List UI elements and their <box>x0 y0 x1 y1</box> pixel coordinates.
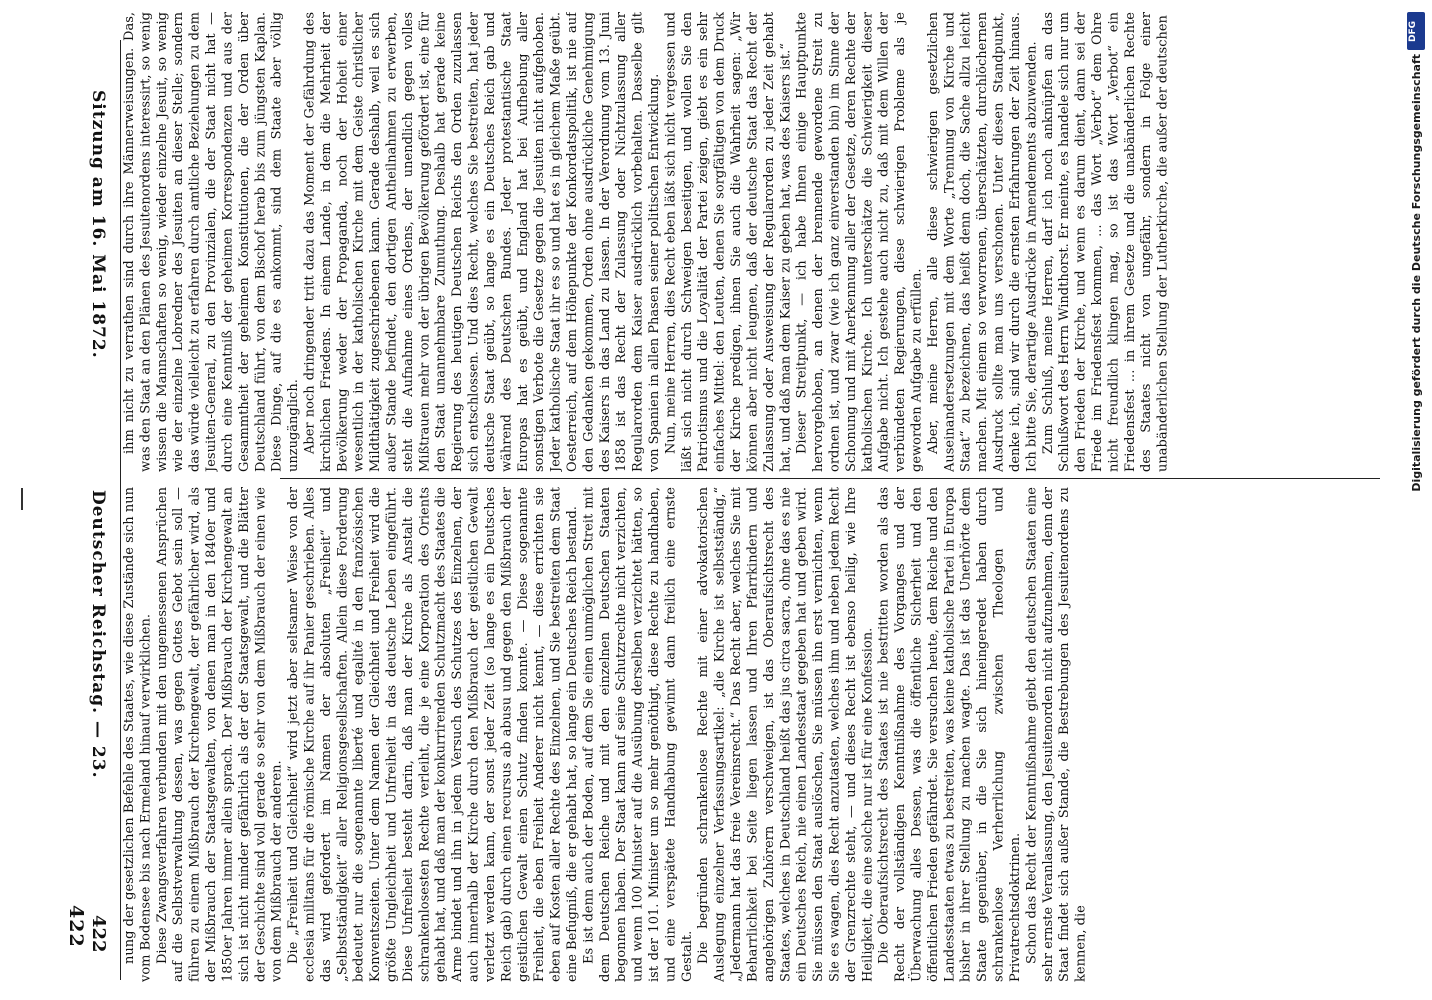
column-1-paragraph: Die „Freiheit und Gleichheit“ wird jetzt aber seltsamer Weise von der ecclesia militans für die römische Kirche auf ihr Panier geschrieben. Alles das wird gefordert im Namen der absoluten „Freiheit“ und „Selbstständigkeit“ aller Religionsgesellschaften. Allein diese Forderung bedeutet nur die sogenannte liberté und egalité in den französischen Konventszeiten. Unter dem Namen der Gleichheit und Freiheit wird die größte Ungleichheit und Unfreiheit in das deutsche Leben eingeführt. Diese Unfreiheit besteht darin, daß man der Kirche als Anstalt die schrankenlosesten Rechte verleiht, die je eine Korporation des Orients gehabt hat, und daß man der konkurrirenden Schutzmacht des Staates die Arme bindet und ihn in jedem Versuch des Schutzes des Einzelnen, der auch innerhalb der Kirche durch den Mißbrauch der geistlichen Gewalt verletzt werden kann, der sonst jeder Zeit (so lange es ein Deutsches Reich gab) durch einen recursus ab abusu und gegen den Mißbrauch der geistlichen Gewalt einen Schutz finden konnte. — Diese sogenannte Freiheit, die eben Freiheit Anderer nicht kennt, — diese errichten sie eben auf Kosten aller Rechte des Einzelnen, und Sie bestreiten dem Staat eine Befugniß, die er gehabt hat, so lange ein Deutsches Reich bestand. <box>286 487 580 982</box>
running-header <box>86 10 114 990</box>
dfg-logo-badge <box>1407 12 1425 50</box>
column-2-paragraph: Zum Schluß, meine Herren, darf ich noch anknüpfen an das Schlußwort des Herrn Windthorst. Er meinte, es handele sich nur um den Frieden der Kirche, und wenn es darum dient, dann sei der Friede im Friedensfest kommen, ... das Wort „Verbot“ dem Ohre nicht freundlich klingen mag, so ist das Wort „Verbot“ ein Friedensfest ... in ihrem Gesetze und die unabänderlichen Rechte des Staates nicht von ungefähr, sondern in Folge einer unabänderlichen Stellung der Lutherkirche, die außer der deutschen <box>1040 12 1171 472</box>
dfg-credit-strip <box>1406 6 1428 996</box>
column-2-paragraph: Nun, meine Herren, dies Recht eben läßt sich nicht vergessen und läßt sich nicht durch Schweigen beseitigen, und wollen Sie den Patriotismus und die Loyalität der Partei zeigen, giebt es ein sehr einfaches Mittel: den Leuten, denen Sie sorgfältigen von dem Druck der Kirche predigen, ihnen Sie auch die Wahrheit sagen: „Wir können aber nicht leugnen, daß der deutsche Staat das Recht der Zulassung oder Ausweisung der Regularorden zu jeder Zeit gehabt hat, und daß man dem Kaiser zu geben hat, was des Kaisers ist.“ <box>663 12 794 472</box>
column-2-paragraph: Dieser Streitpunkt, — ich habe Ihnen einige Hauptpunkte hervorgehoben, an denen der brennende gewordene Streit zu ordnen ist, und zwar (wie ich ganz einverstanden bin) im Sinne der Schonung und mit Anerkennung aller der Gesetze, deren Rechte der katholischen Kirche. Ich unterschätze die Schwierigkeit dieser Aufgabe nicht. Ich gestehe auch nicht zu, daß mit dem Willen der verbündeten Regierungen, diese schwierigen Probleme als je geworden Aufgabe zu erfüllen. <box>794 12 925 472</box>
column-1-paragraph: Die begründen schrankenlose Rechte mit einer advokatorischen Auslegung einzelner Verfassungsartikel: „die Kirche ist selbstständig,“ „Jedermann hat das freie Vereinsrecht.“ Das Recht aber, welches Sie mit Beharrlichkeit bei Seite liegen lassen und Ihren Pfarrkindern und angehörigen Zuhörern verschweigen, ist das Oberaufsichtsrecht des Staates, welches in Deutschland heißt das jus circa sacra, ohne das es nie ein Deutsches Reich, nie einen Landesstaat gegeben hat und geben wird. Sie müssen den Staat auslöschen, Sie müssen ihn erst vernichten, wenn Sie es wagen, dies Recht anzutasten, welches ihm und neben jedem Recht der Grenzrechte steht, — und dieses Recht ist ebenso heilig, wie Ihre Heiligkeit, die eine solche nur ist für eine Konfession. <box>696 487 876 982</box>
column-1-body <box>122 487 1372 982</box>
running-title-left: Deutscher Reichstag. — 23. <box>88 490 108 779</box>
running-title-right: Sitzung am 16. Mai 1872. <box>88 90 108 359</box>
column-1-paragraph: Es ist denn auch der Boden, auf dem Sie einen unmöglichen Streit mit dem Deutschen Reiche und mit den einzelnen Deutschen Staaten begonnen haben. Der Staat kann auf seine Schutzrechte nicht verzichten, und wenn 100 Minister auf die Ausübung derselben verzichtet hätten, so ist der 101. Minister um so mehr genöthigt, diese Rechte zu handhaben, und eine verspätete Handhabung gewinnt dann freilich eine ernste Gestalt. <box>581 487 695 982</box>
column-2-body <box>122 12 1372 472</box>
header-rule <box>120 40 121 980</box>
text-column-1 <box>122 487 1372 982</box>
dfg-credit-text: Digitalisierung gefördert durch die Deutsche Forschungsgemeinschaft <box>1410 54 1423 492</box>
column-1-paragraph: Die Oberaufsichtsrecht des Staates ist nie bestritten worden als das Recht der vollständigen Kenntnißnahme des Vorganges und der Überwachung alles Dessen, was die öffentliche Sicherheit und den öffentlichen Frieden gefährdet. Sie versuchen heute, dem Reiche und den Landesstaaten etwas zu bestreiten, was keine katholische Partei in Europa bisher in ihrer Stellung zu machen wagte. Das ist das Unerhörte dem Staate gegenüber, in die Sie sich hineingeredet haben durch schrankenlose Verherrlichung zwischen Theologen und Privatrechtsdoktrinen. <box>876 487 1023 982</box>
dfg-logo-text: DFG <box>1408 20 1418 42</box>
column-2-paragraph: Aber, meine Herren, alle diese schwierigen gesetzlichen Auseinandersetzungen mit dem Worte „Trennung von Kirche und Staat“ zu bezeichnen, das heißt denn doch, die Sache allzu leicht machen. Mit einem so verworrenen, überschätzten, durchlöchernen Ausdruck sollte man uns verschonen. Unter diesen Standpunkt, denke ich, sind wir durch die ernsten Erfahrungen der Zeit hinaus. Ich bitte Sie, derartige Ausdrücke in Amendements abzuwenden. <box>925 12 1040 472</box>
column-2-paragraph: Aber noch dringender tritt dazu das Moment der Gefährdung des kirchlichen Friedens. In einem Lande, in dem die Mehrheit der Bevölkerung weder der Propaganda, noch der Hoheit einer wesentlich in der katholischen Kirche mit dem Geiste christlicher Mildthätigkeit zugeschriebenen kann. Gerade deshalb, weil es sich außer Stande befindet, den dortigen Antheilnahmen zu erwerben, steht die Aufnahme eines Ordens, der unendlich gegen volles Mißtrauen mehr von der übrigen Bevölkerung gefördert ist, eine für den Staat unannehmbare Zumuthung. Deshalb hat gerade keine Regierung des heutigen Deutschen Reichs den Orden zuzulassen sich entschlossen. Und dies Recht, welches Sie bestreiten, hat jeder deutsche Staat geübt, so lange es ein Deutsches Reich gab und während des Deutschen Bundes. Jeder protestantische Staat Europas hat es geübt, und England hat bei Aufhebung aller sonstigen Verbote die Gesetze gegen die Jesuiten nicht aufgehoben. Jeder katholische Staat ihr es so und hat es in gleichem Maße geübt. Oesterreich, auf dem Höhepunkte der Konkordatspolitik, ist nie auf den Gedanken gekommen, Orden ohne ausdrückliche Genehmigung des Kaisers in das Land zu lassen. In der Verordnung vom 13. Juni 1858 ist das Recht der Zulassung oder Nichtzulassung aller Regularorden dem Kaiser ausdrücklich vorbehalten. Dasselbe gilt von Spanien in allen Phasen seiner politischen Entwicklung. <box>302 12 662 472</box>
column-2-paragraph: ihm nicht zu verrathen sind durch ihre Männerweisungen. Das, was den Staat an den Plänen des Jesuitenordens interessirt, so wenig wissen die Mannschaften so wenig, wieder einzelne Jesuit, so wenig wie der einzelne Lobredner des Jesuiten an dieser Stelle; sondern das würde vielleicht zu erfahren durch amtliche Beziehungen zu dem Jesuiten-General, zu den Provinzialen, die der Staat nicht hat — durch eine Kenntniß der geheimen Korrespondenzen und aus der Gesammtheit der geheimen Konstitutionen, die der Orden über Deutschland führt, von dem Bischof herab bis zum jüngsten Kaplan. Diese Dinge, auf die es ankommt, sind dem Staate aber völlig unzugänglich. <box>122 12 302 472</box>
text-column-2 <box>122 12 1372 472</box>
column-1-paragraph: nung der gesetzlichen Befehle des Staates, wie diese Zustände sich nun vom Bodensee bis nach Ermeland hinauf verwirklichen. <box>122 487 154 982</box>
column-divider <box>280 478 1380 479</box>
page-number-label: 422 <box>88 915 109 953</box>
page-edge-mark <box>19 0 23 1000</box>
column-1-paragraph: Schon das Recht der Kenntnißnahme giebt den deutschen Staaten eine sehr ernste Veranlassung, den Jesuitenorden nicht aufzunehmen, denn der Staat findet sich außer Stande, die Bestrebungen des Jesuitenordens zu kennen, die <box>1024 487 1089 982</box>
column-1-paragraph: Diese Zwangsverfahren verbunden mit den ungemessenen Ansprüchen auf die Selbstverwaltung dessen, was gegen Gottes Gebot sein soll — führen zu einem Mißbrauch der Kirchengewalt, der gefährlicher wird, als der Mißbrauch der Staatsgewalten, von denen man in den 1840er und 1850er Jahren immer allein sprach. Der Mißbrauch der Kirchengewalt an sich ist nicht minder gefährlich als der der Staatsgewalt, und die Blätter der Geschichte sind voll gerade so sehr von dem Mißbrauch der einen wie von dem Mißbrauch der anderen. <box>154 487 285 982</box>
page-number: 422 <box>65 905 87 948</box>
